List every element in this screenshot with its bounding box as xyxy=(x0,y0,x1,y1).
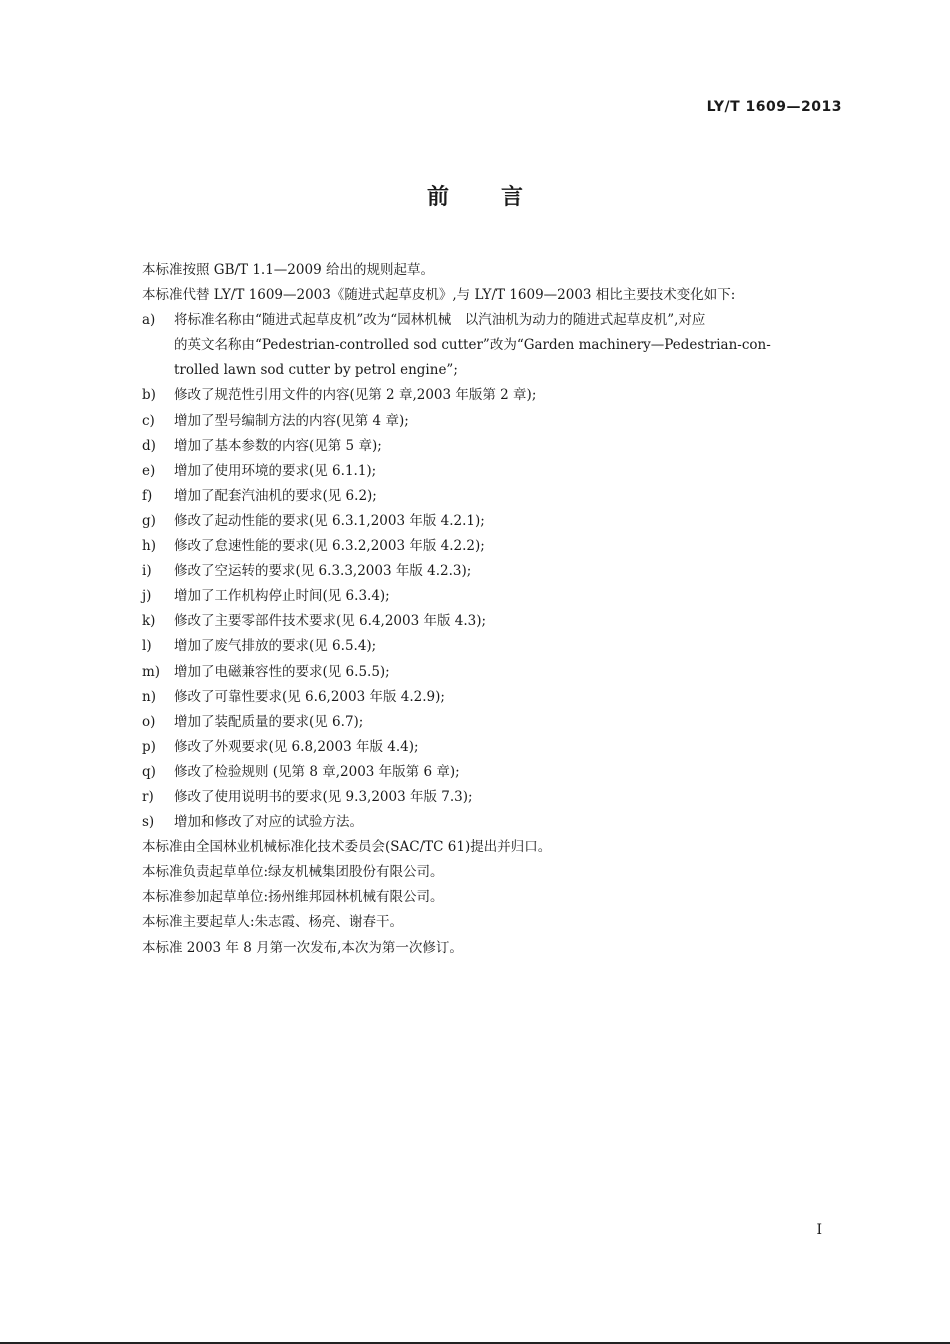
list-text: 修改了检验规则 (见第 8 章,2003 年版第 6 章); xyxy=(174,763,460,780)
list-text: 增加了型号编制方法的内容(见第 4 章); xyxy=(174,412,409,429)
list-text: 增加了装配质量的要求(见 6.7); xyxy=(174,713,364,730)
list-item xyxy=(142,509,842,534)
list-text: 修改了主要零部件技术要求(见 6.4,2003 年版 4.3); xyxy=(174,613,487,630)
paragraph-replaces: 本标准代替 LY/T 1609—2003《随进式起草皮机》,与 LY/T 1609—2003 相比主要技术变化如下: xyxy=(142,287,736,304)
list-marker: q) xyxy=(142,763,156,780)
list-marker: o) xyxy=(142,713,156,730)
list-item xyxy=(142,660,842,685)
list-marker: k) xyxy=(142,613,156,630)
list-item xyxy=(142,760,842,785)
list-text: 修改了怠速性能的要求(见 6.3.2,2003 年版 4.2.2); xyxy=(174,538,485,555)
list-text: 增加了废气排放的要求(见 6.5.4); xyxy=(174,638,377,655)
list-text: 修改了空运转的要求(见 6.3.3,2003 年版 4.2.3); xyxy=(174,563,472,580)
paragraph-drafting-rules: 本标准按照 GB/T 1.1—2009 给出的规则起草。 xyxy=(142,262,434,278)
list-marker: n) xyxy=(142,688,156,705)
list-marker: i) xyxy=(142,563,152,580)
list-marker: l) xyxy=(142,638,152,655)
list-item-a xyxy=(142,308,842,383)
list-item xyxy=(142,685,842,710)
list-item xyxy=(142,459,842,484)
list-item xyxy=(142,735,842,760)
list-text: 增加了电磁兼容性的要求(见 6.5.5); xyxy=(174,663,390,680)
list-text-line3: trolled lawn sod cutter by petrol engine”; xyxy=(174,362,458,379)
list-text: 修改了外观要求(见 6.8,2003 年版 4.4); xyxy=(174,738,419,755)
list-marker: b) xyxy=(142,387,156,404)
list-text-line1: 将标准名称由“随进式起草皮机”改为“园林机械 以汽油机为动力的随进式起草皮机”,对应 xyxy=(174,312,706,329)
list-item xyxy=(142,584,842,609)
list-item xyxy=(142,559,842,584)
standard-code: LY/T 1609—2013 xyxy=(706,99,842,115)
list-item xyxy=(142,409,842,434)
list-marker: j) xyxy=(142,588,152,605)
foreword-body xyxy=(142,258,842,961)
list-item xyxy=(142,534,842,559)
page-number: I xyxy=(816,1222,822,1238)
list-text-line2: 的英文名称由“Pedestrian-controlled sod cutter”改为“Garden machinery—Pedestrian-con- xyxy=(174,337,771,354)
list-item xyxy=(142,383,842,408)
list-marker: s) xyxy=(142,814,155,831)
paragraph-issue-history: 本标准 2003 年 8 月第一次发布,本次为第一次修订。 xyxy=(142,939,463,956)
list-marker: d) xyxy=(142,437,156,454)
list-marker: m) xyxy=(142,663,161,680)
paragraph-main-authors: 本标准主要起草人:朱志霞、杨亮、谢春干。 xyxy=(142,914,404,931)
list-text: 增加了工作机构停止时间(见 6.3.4); xyxy=(174,588,390,605)
list-text: 增加了配套汽油机的要求(见 6.2); xyxy=(174,487,377,504)
paragraph-lead-drafter: 本标准负责起草单位:绿友机械集团股份有限公司。 xyxy=(142,864,444,881)
list-marker: r) xyxy=(142,788,154,805)
list-marker: a) xyxy=(142,312,156,329)
list-marker: h) xyxy=(142,538,156,555)
list-marker: e) xyxy=(142,462,156,479)
list-marker: p) xyxy=(142,738,156,755)
list-item xyxy=(142,634,842,659)
page-title: 前言 xyxy=(426,185,575,210)
paragraph-participating-drafter: 本标准参加起草单位:扬州维邦园林机械有限公司。 xyxy=(142,889,444,906)
list-marker: g) xyxy=(142,512,156,529)
list-text: 修改了起动性能的要求(见 6.3.1,2003 年版 4.2.1); xyxy=(174,512,485,529)
list-text: 修改了使用说明书的要求(见 9.3,2003 年版 7.3); xyxy=(174,788,473,805)
list-item xyxy=(142,609,842,634)
list-text: 增加了基本参数的内容(见第 5 章); xyxy=(174,437,382,454)
list-item xyxy=(142,434,842,459)
list-item xyxy=(142,785,842,810)
list-marker: f) xyxy=(142,487,153,504)
list-item xyxy=(142,710,842,735)
list-marker: c) xyxy=(142,412,155,429)
list-item xyxy=(142,810,842,835)
paragraph-proposed-by: 本标准由全国林业机械标准化技术委员会(SAC/TC 61)提出并归口。 xyxy=(142,839,552,856)
list-text: 增加和修改了对应的试验方法。 xyxy=(174,814,363,831)
list-text: 修改了可靠性要求(见 6.6,2003 年版 4.2.9); xyxy=(174,688,445,705)
list-text: 修改了规范性引用文件的内容(见第 2 章,2003 年版第 2 章); xyxy=(174,387,537,404)
list-item xyxy=(142,484,842,509)
list-text: 增加了使用环境的要求(见 6.1.1); xyxy=(174,462,377,479)
